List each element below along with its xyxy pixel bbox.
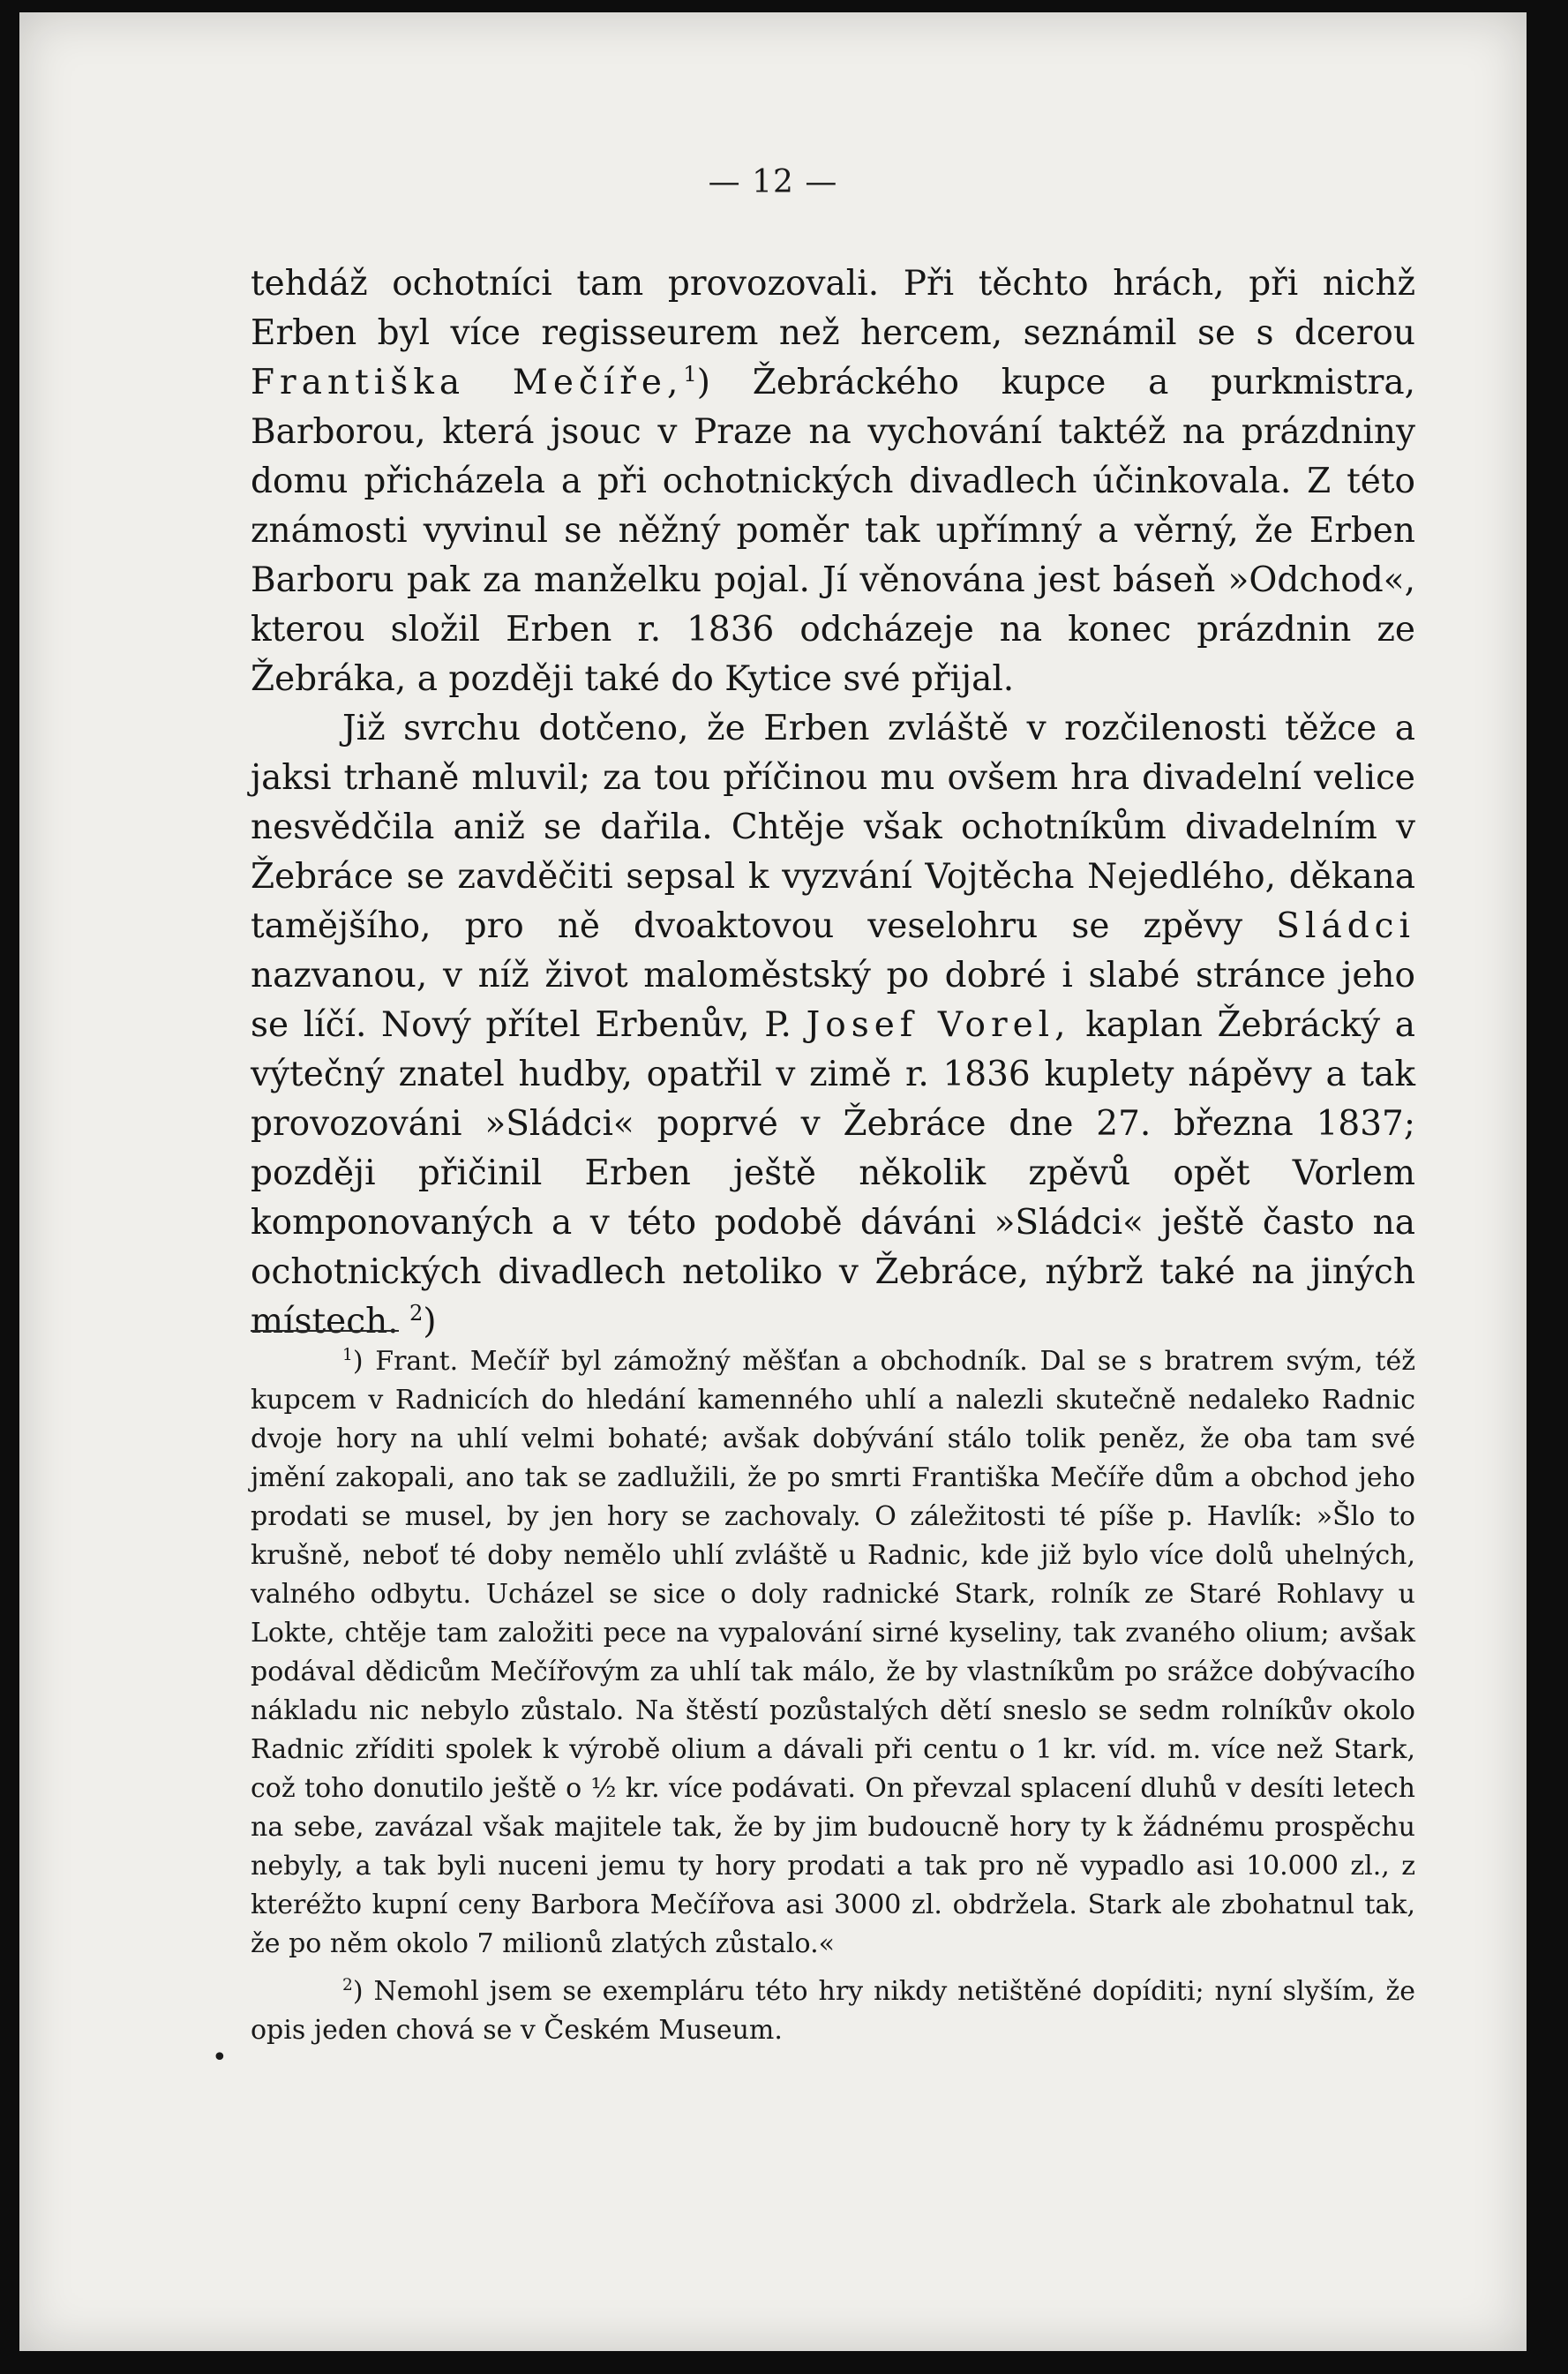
footnote [251, 1972, 1415, 2050]
text-run: tehdáž ochotníci tam provozovali. Při těchto hrách, při nichž Erben byl více regisseurem než hercem, seznámil se s dcerou [251, 264, 1415, 353]
footnote-text: ) Frant. Mečíř byl zámožný měšťan a obchodník. Dal se s bratrem svým, též kupcem v Radnicích do hledání kamenného uhlí a nalezli skutečně nedaleko Radnic dvoje hory na uhlí velmi bohaté; avšak dobývání stálo tolik peněz, že oba tam své jmění zakopali, ano tak se zadlužili, že po smrti Františka Mečíře dům a obchod jeho prodati se musel, by jen hory se zachovaly. O záležitosti té píše p. Havlík: »Šlo to krušně, neboť té doby nemělo uhlí zvláště u Radnic, kde již bylo více dolů uhelných, valného odbytu. Ucházel se sice o doly radnické Stark, rolník ze Staré Rohlavy u Lokte, chtěje tam založiti pece na vypalování sirné kyseliny, tak zvaného olium; avšak podával dědicům Mečířovým za uhlí tak málo, že by vlastníkům po srážce dobývacího nákladu nic nebylo zůstalo. Na štěstí pozůstalých dětí sneslo se sedm rolníkův okolo Radnic zříditi spolek k výrobě olium a dávali při centu o 1 kr. víd. m. více než Stark, což toho donutilo ještě o ½ kr. více podávati. On převzal splacení dluhů v desíti letech na sebe, zavázal však majitele tak, že by jim budoucně hory ty k žádnému prospěchu nebyly, a tak byli nuceni jemu ty hory prodati a tak pro ně vypadlo asi 10.000 zl., z kteréžto kupní ceny Barbora Mečířova asi 3000 zl. obdržela. Stark ale zbohatnul tak, že po něm okolo 7 milionů zlatých zůstalo.« [251, 1346, 1415, 1959]
paragraph [251, 259, 1415, 704]
text-run: ) [423, 1302, 437, 1341]
spaced-name: Františka Mečíře, [251, 363, 684, 402]
footnote-text: ) Nemohl jsem se exempláru této hry nikdy netištěné dopíditi; nyní slyším, že opis jeden chová se v Českém Museum. [251, 1976, 1415, 2046]
ink-speck: • [212, 2042, 228, 2073]
footnote-ref: 2 [409, 1301, 424, 1326]
spaced-name: Sládci [1276, 906, 1415, 946]
text-run: ) Žebráckého kupce a purkmistra, Barborou, která jsouc v Praze na vychování taktéž na prázdniny domu přicházela a při ochotnických divadlech účinkovala. Z této známosti vyvinul se něžný poměr tak upřímný a věrný, že Erben Barboru pak za manželku pojal. Jí věnována jest báseň »Odchod«, kterou složil Erben r. 1836 odcházeje na konec prázdnin ze Žebráka, a později také do Kytice své přijal. [251, 363, 1415, 699]
paragraph [251, 704, 1415, 1347]
main-text [251, 259, 1415, 1347]
book-page [19, 12, 1527, 2351]
page-number: — 12 — [708, 164, 838, 200]
text-run: Již svrchu dotčeno, že Erben zvláště v rozčilenosti těžce a jaksi trhaně mluvil; za tou příčinou mu ovšem hra divadelní velice nesvědčila aniž se dařila. Chtěje však ochotníkům divadelním v Žebráce se zavděčiti sepsal k vyzvání Vojtěcha Nejedlého, děkana tamějšího, pro ně dvoaktovou veselohru se zpěvy [251, 709, 1415, 946]
footnote-divider [251, 1330, 399, 1332]
text-run: kaplan Žebrácký a výtečný znatel hudby, opatřil v zimě r. 1836 kuplety nápěvy a tak provozováni »Sládci« poprvé v Žebráce dne 27. března 1837; později přičinil Erben ještě několik zpěvů opět Vorlem komponovaných a v této podobě dáváni »Sládci« ještě často na ochotnických divadlech netoliko v Žebráce, nýbrž také na jiných místech. [251, 1005, 1416, 1341]
footnote-ref: 1 [683, 362, 697, 387]
footnotes [251, 1342, 1415, 2050]
footnote [251, 1342, 1415, 1964]
spaced-name: Josef Vorel, [806, 1005, 1071, 1045]
text-run: nazvanou, v níž život maloměstský po dobré i slabé stránce jeho se líčí. Nový přítel Erbenův, P. [251, 956, 1415, 1045]
footnote-marker: 1 [342, 1346, 353, 1364]
footnote-marker: 2 [342, 1976, 353, 1995]
